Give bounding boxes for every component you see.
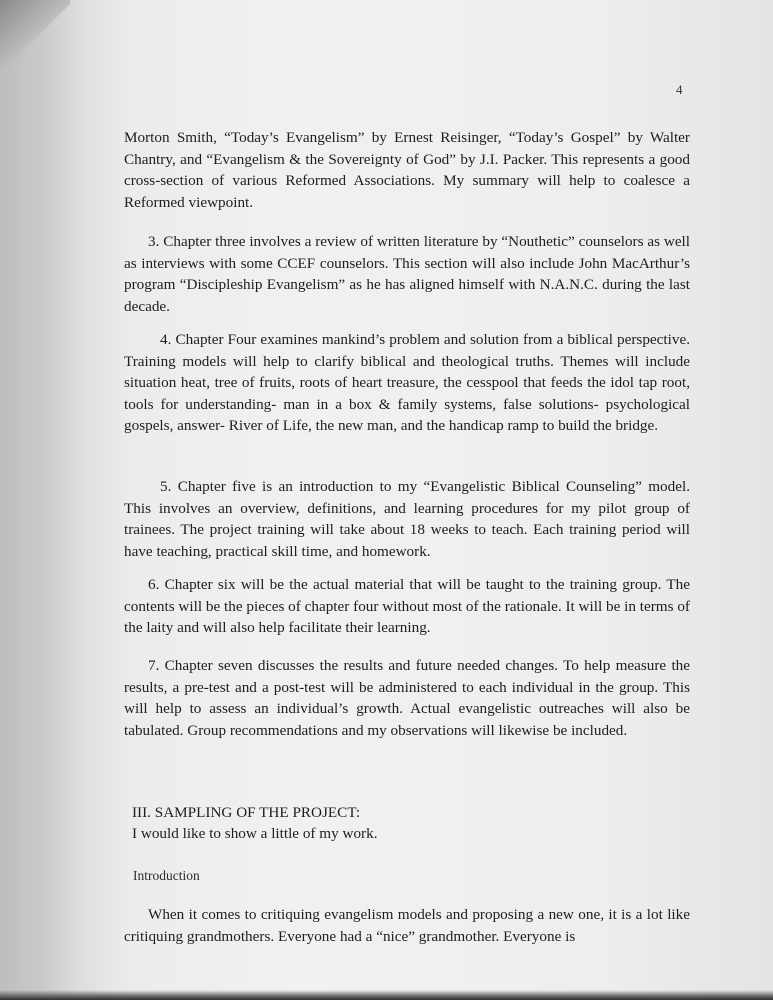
paragraph-chapter-three: 3. Chapter three involves a review of written literature by “Nouthetic” counselors as well as interviews with some CCEF counselors. This section will also include John MacArthur’s program “Discipleship Evangelism” as he has aligned himself with N.A.N.C. during the last decade. bbox=[124, 233, 690, 315]
section-heading: III. SAMPLING OF THE PROJECT: bbox=[132, 804, 361, 821]
page-fold-shadow bbox=[0, 0, 70, 110]
page-number: 4 bbox=[676, 82, 683, 97]
paragraph-chapter-two-continued: Morton Smith, “Today’s Evangelism” by Ernest Reisinger, “Today’s Gospel” by Walter Chantry, and “Evangelism & the Sovereignty of God” by J.I. Packer. This represents a good cross-section of various Reformed Associations. My summary will help to coalesce a Reformed viewpoint. bbox=[124, 129, 690, 211]
paragraph-chapter-six: 6. Chapter six will be the actual material that will be taught to the training group. The contents will be the pieces of chapter four without most of the rationale. It will be in terms of the laity and will also help facilitate their learning. bbox=[124, 576, 690, 637]
section-intro-line: I would like to show a little of my work. bbox=[132, 825, 378, 842]
introduction-heading: Introduction bbox=[133, 868, 200, 883]
paragraph-chapter-seven: 7. Chapter seven discusses the results and future needed changes. To help measure the results, a pre-test and a post-test will be administered to each individual in the group. This will help to assess an individual’s growth. Actual evangelistic outreaches will also be tabulated. Group recommendations and my observations will likewise be included. bbox=[124, 657, 690, 739]
paragraph-introduction: When it comes to critiquing evangelism models and proposing a new one, it is a lot like critiquing grandmothers. Everyone had a “nice” grandmother. Everyone is bbox=[124, 906, 690, 945]
paragraph-chapter-five: 5. Chapter five is an introduction to my “Evangelistic Biblical Counseling” model. This involves an overview, definitions, and learning procedures for my pilot group of trainees. The project training will take about 18 weeks to teach. Each training period will have teaching, practical skill time, and homework. bbox=[124, 478, 690, 560]
page-bottom-edge bbox=[0, 990, 773, 1000]
paragraph-chapter-four: 4. Chapter Four examines mankind’s problem and solution from a biblical perspective. Training models will help to clarify biblical and theological truths. Themes will include situation heat, tree of fruits, roots of heart treasure, the cesspool that feeds the idol tap root, tools for understanding- man in a box & family systems, false solutions- psychological gospels, answer- River of Life, the new man, and the handicap ramp to build the bridge. bbox=[124, 331, 690, 435]
